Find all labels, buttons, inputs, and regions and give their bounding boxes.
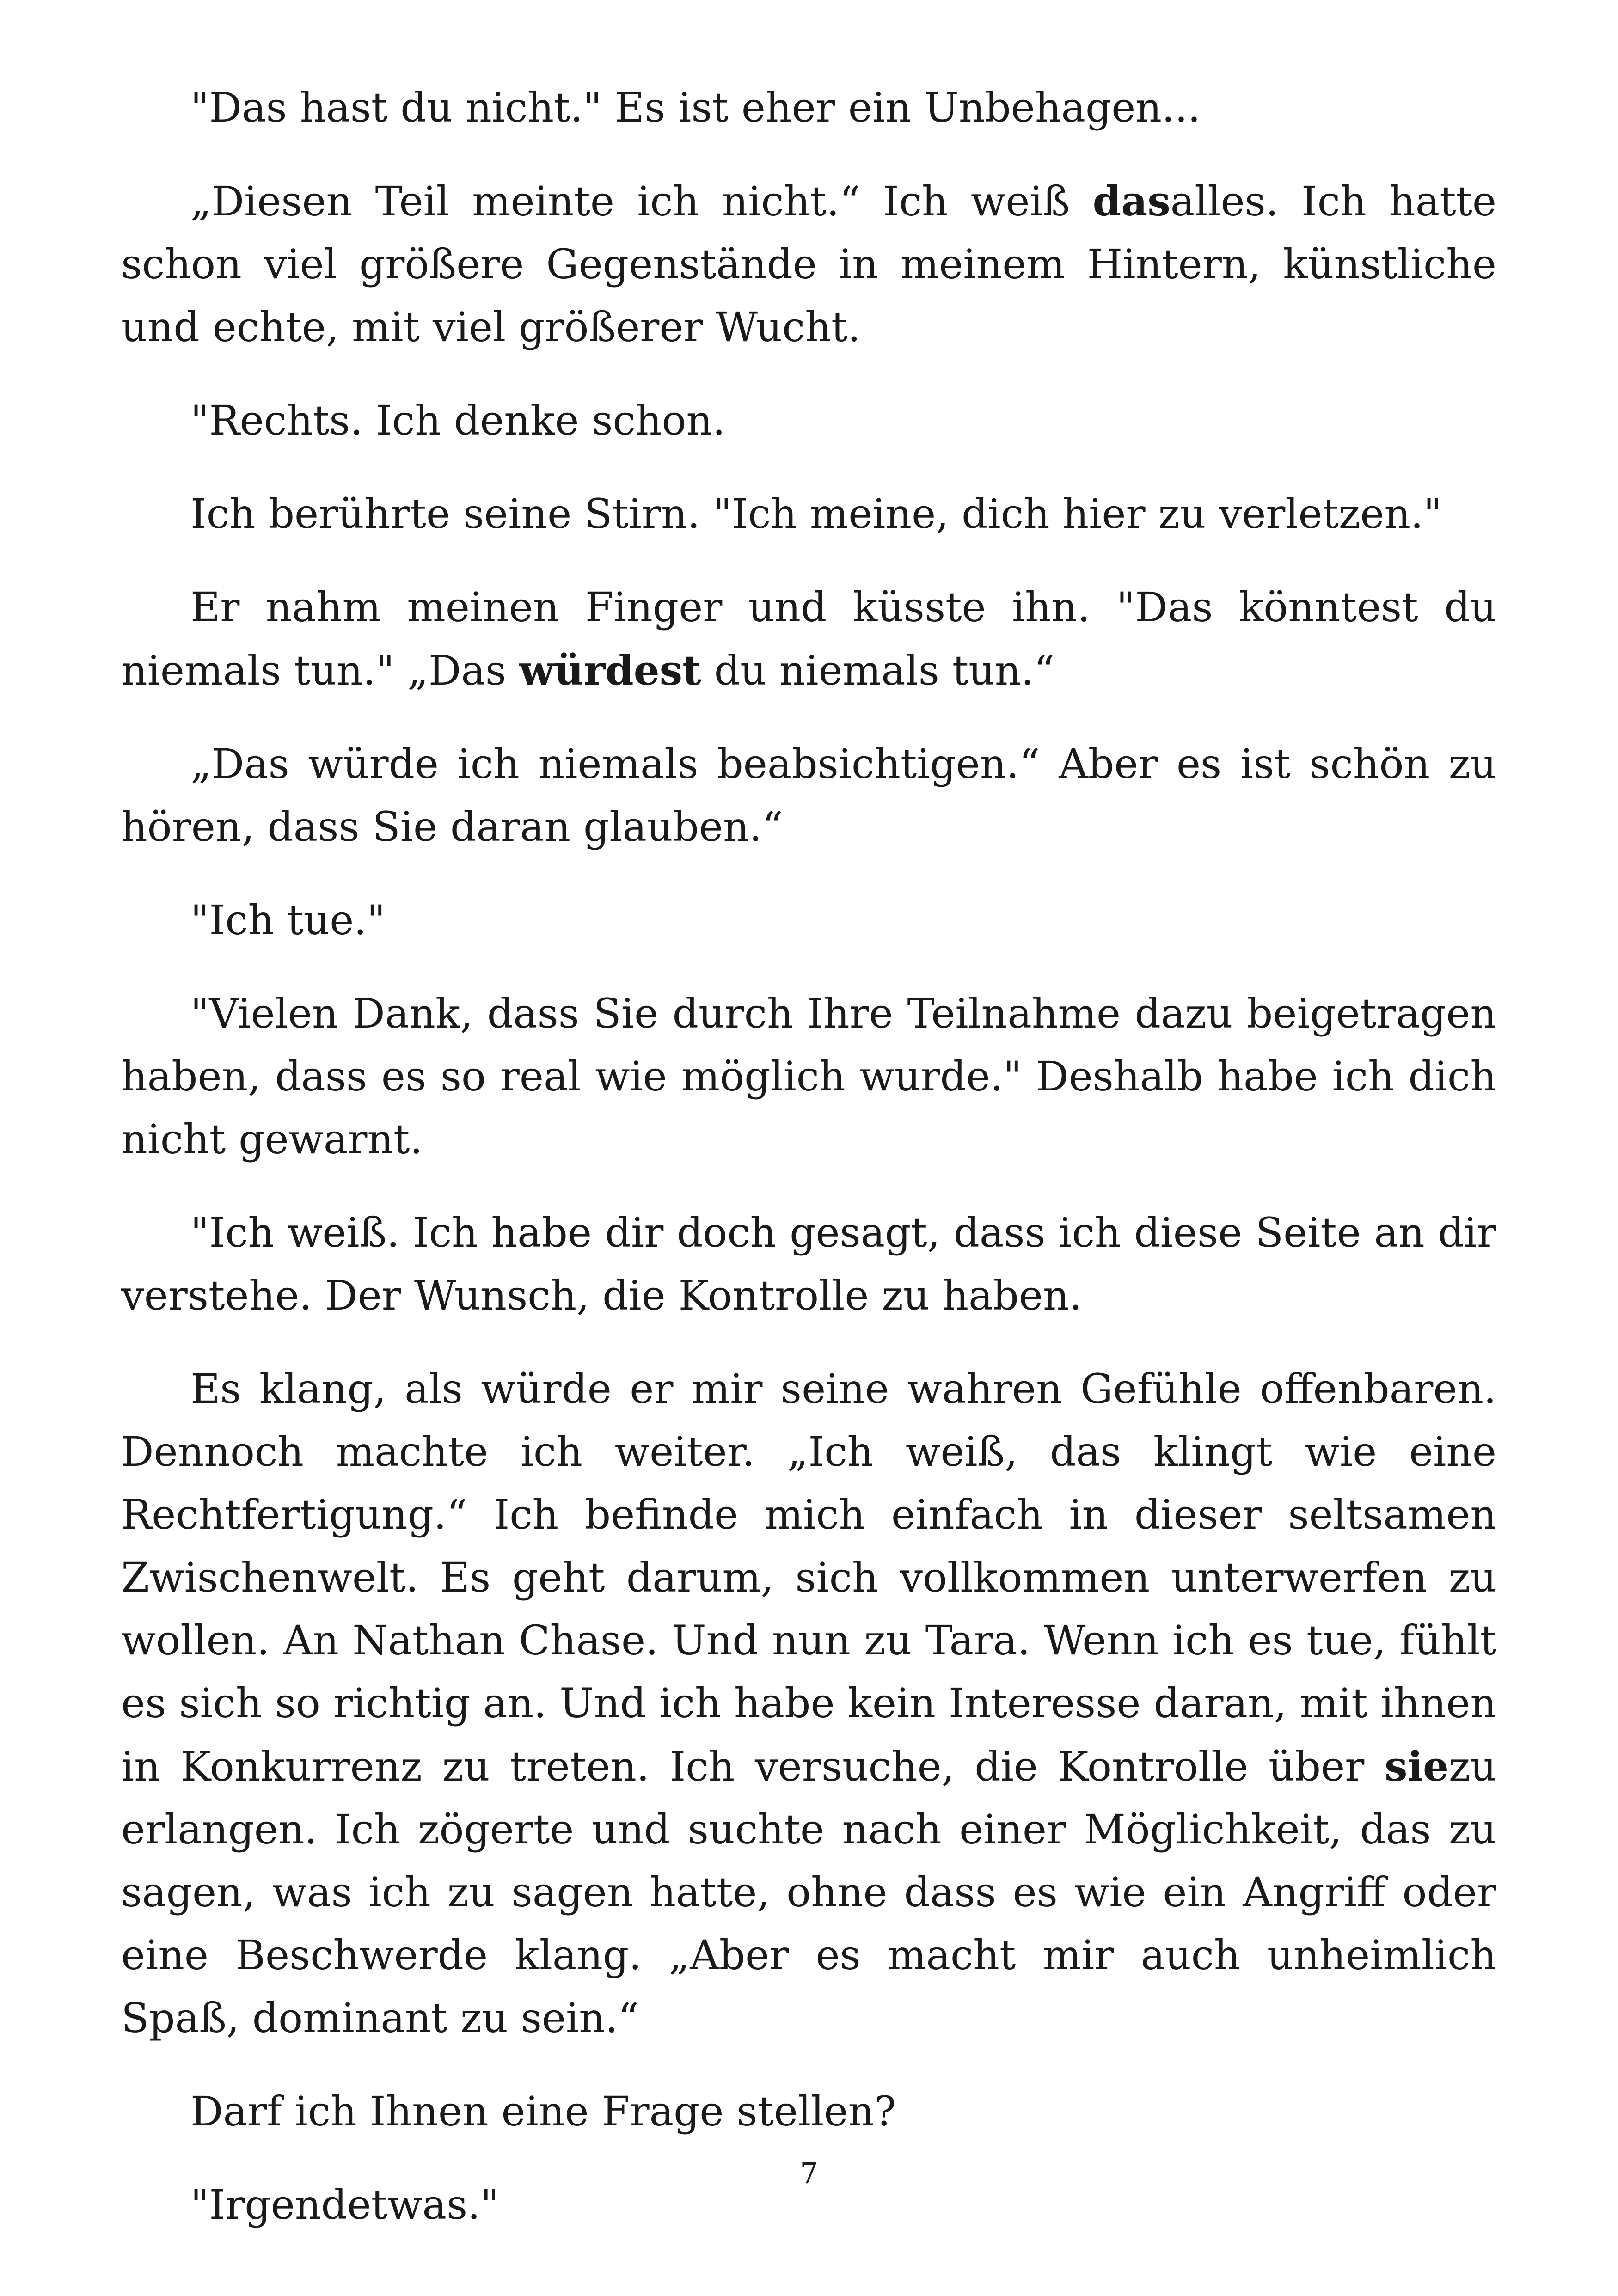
paragraph [121,733,1496,858]
paragraph [121,76,1496,139]
paragraph [121,170,1496,359]
text-segment: „Diesen Teil meinte ich nicht.“ Ich weiß [190,178,1093,225]
page-number: 7 [800,2156,818,2190]
paragraph [121,1201,1496,1327]
text-segment: "Ich weiß. Ich habe dir doch gesagt, dass ich diese Seite an dir verstehe. Der Wunsch, die Kontrolle zu haben. [121,1209,1496,1319]
text-segment: "Rechts. Ich denke schon. [190,397,726,444]
paragraph [121,982,1496,1171]
paragraph [121,576,1496,702]
paragraph [121,2080,1496,2143]
text-body [121,76,1496,2267]
text-segment: Darf ich Ihnen eine Frage stellen? [190,2088,896,2135]
text-segment: zu erlangen. Ich zögerte und suchte nach einer Möglichkeit, das zu sagen, was ich zu sagen hatte, ohne dass es wie ein Angriff oder eine Beschwerde klang. „Aber es macht mir auch unheimlich Spaß, dominant zu sein.“ [121,1743,1496,2042]
text-segment: Ich berührte seine Stirn. "Ich meine, dich hier zu verletzen." [190,490,1442,538]
text-segment: alles. Ich hatte schon viel größere Gegenstände in meinem Hintern, künstliche und echte, mit viel größerer Wucht. [121,178,1496,351]
bold-text: sie [1384,1742,1449,1790]
bold-text: würdest [519,646,701,694]
paragraph [121,389,1496,452]
text-segment: "Ich tue." [190,896,386,944]
paragraph [121,483,1496,545]
text-segment: Er nahm meinen Finger und küsste ihn. "Das könntest du niemals tun." „Das [121,583,1496,694]
paragraph [121,1358,1496,2050]
bold-text: das [1092,177,1171,225]
text-segment: "Irgendetwas." [190,2181,499,2229]
text-segment: du niemals tun.“ [701,647,1055,694]
text-segment: „Das würde ich niemals beabsichtigen.“ Aber es ist schön zu hören, dass Sie daran glauben.“ [121,740,1496,851]
text-segment: "Das hast du nicht." Es ist eher ein Unbehagen... [190,84,1201,131]
paragraph [121,889,1496,952]
text-segment: Es klang, als würde er mir seine wahren Gefühle offenbaren. Dennoch machte ich weiter. „Ich weiß, das klingt wie eine Rechtfertigung.“ Ich befinde mich einfach in dieser seltsamen Zwischenwelt. Es geht darum, sich vollkommen unterwerfen zu wollen. An Nathan Chase. Und nun zu Tara. Wenn ich es tue, fühlt es sich so richtig an. Und ich habe kein Interesse daran, mit ihnen in Konkurrenz zu treten. Ich versuche, die Kontrolle über [121,1365,1496,1790]
text-segment: "Vielen Dank, dass Sie durch Ihre Teilnahme dazu beigetragen haben, dass es so real wie möglich wurde." Deshalb habe ich dich nicht gewarnt. [121,990,1496,1163]
